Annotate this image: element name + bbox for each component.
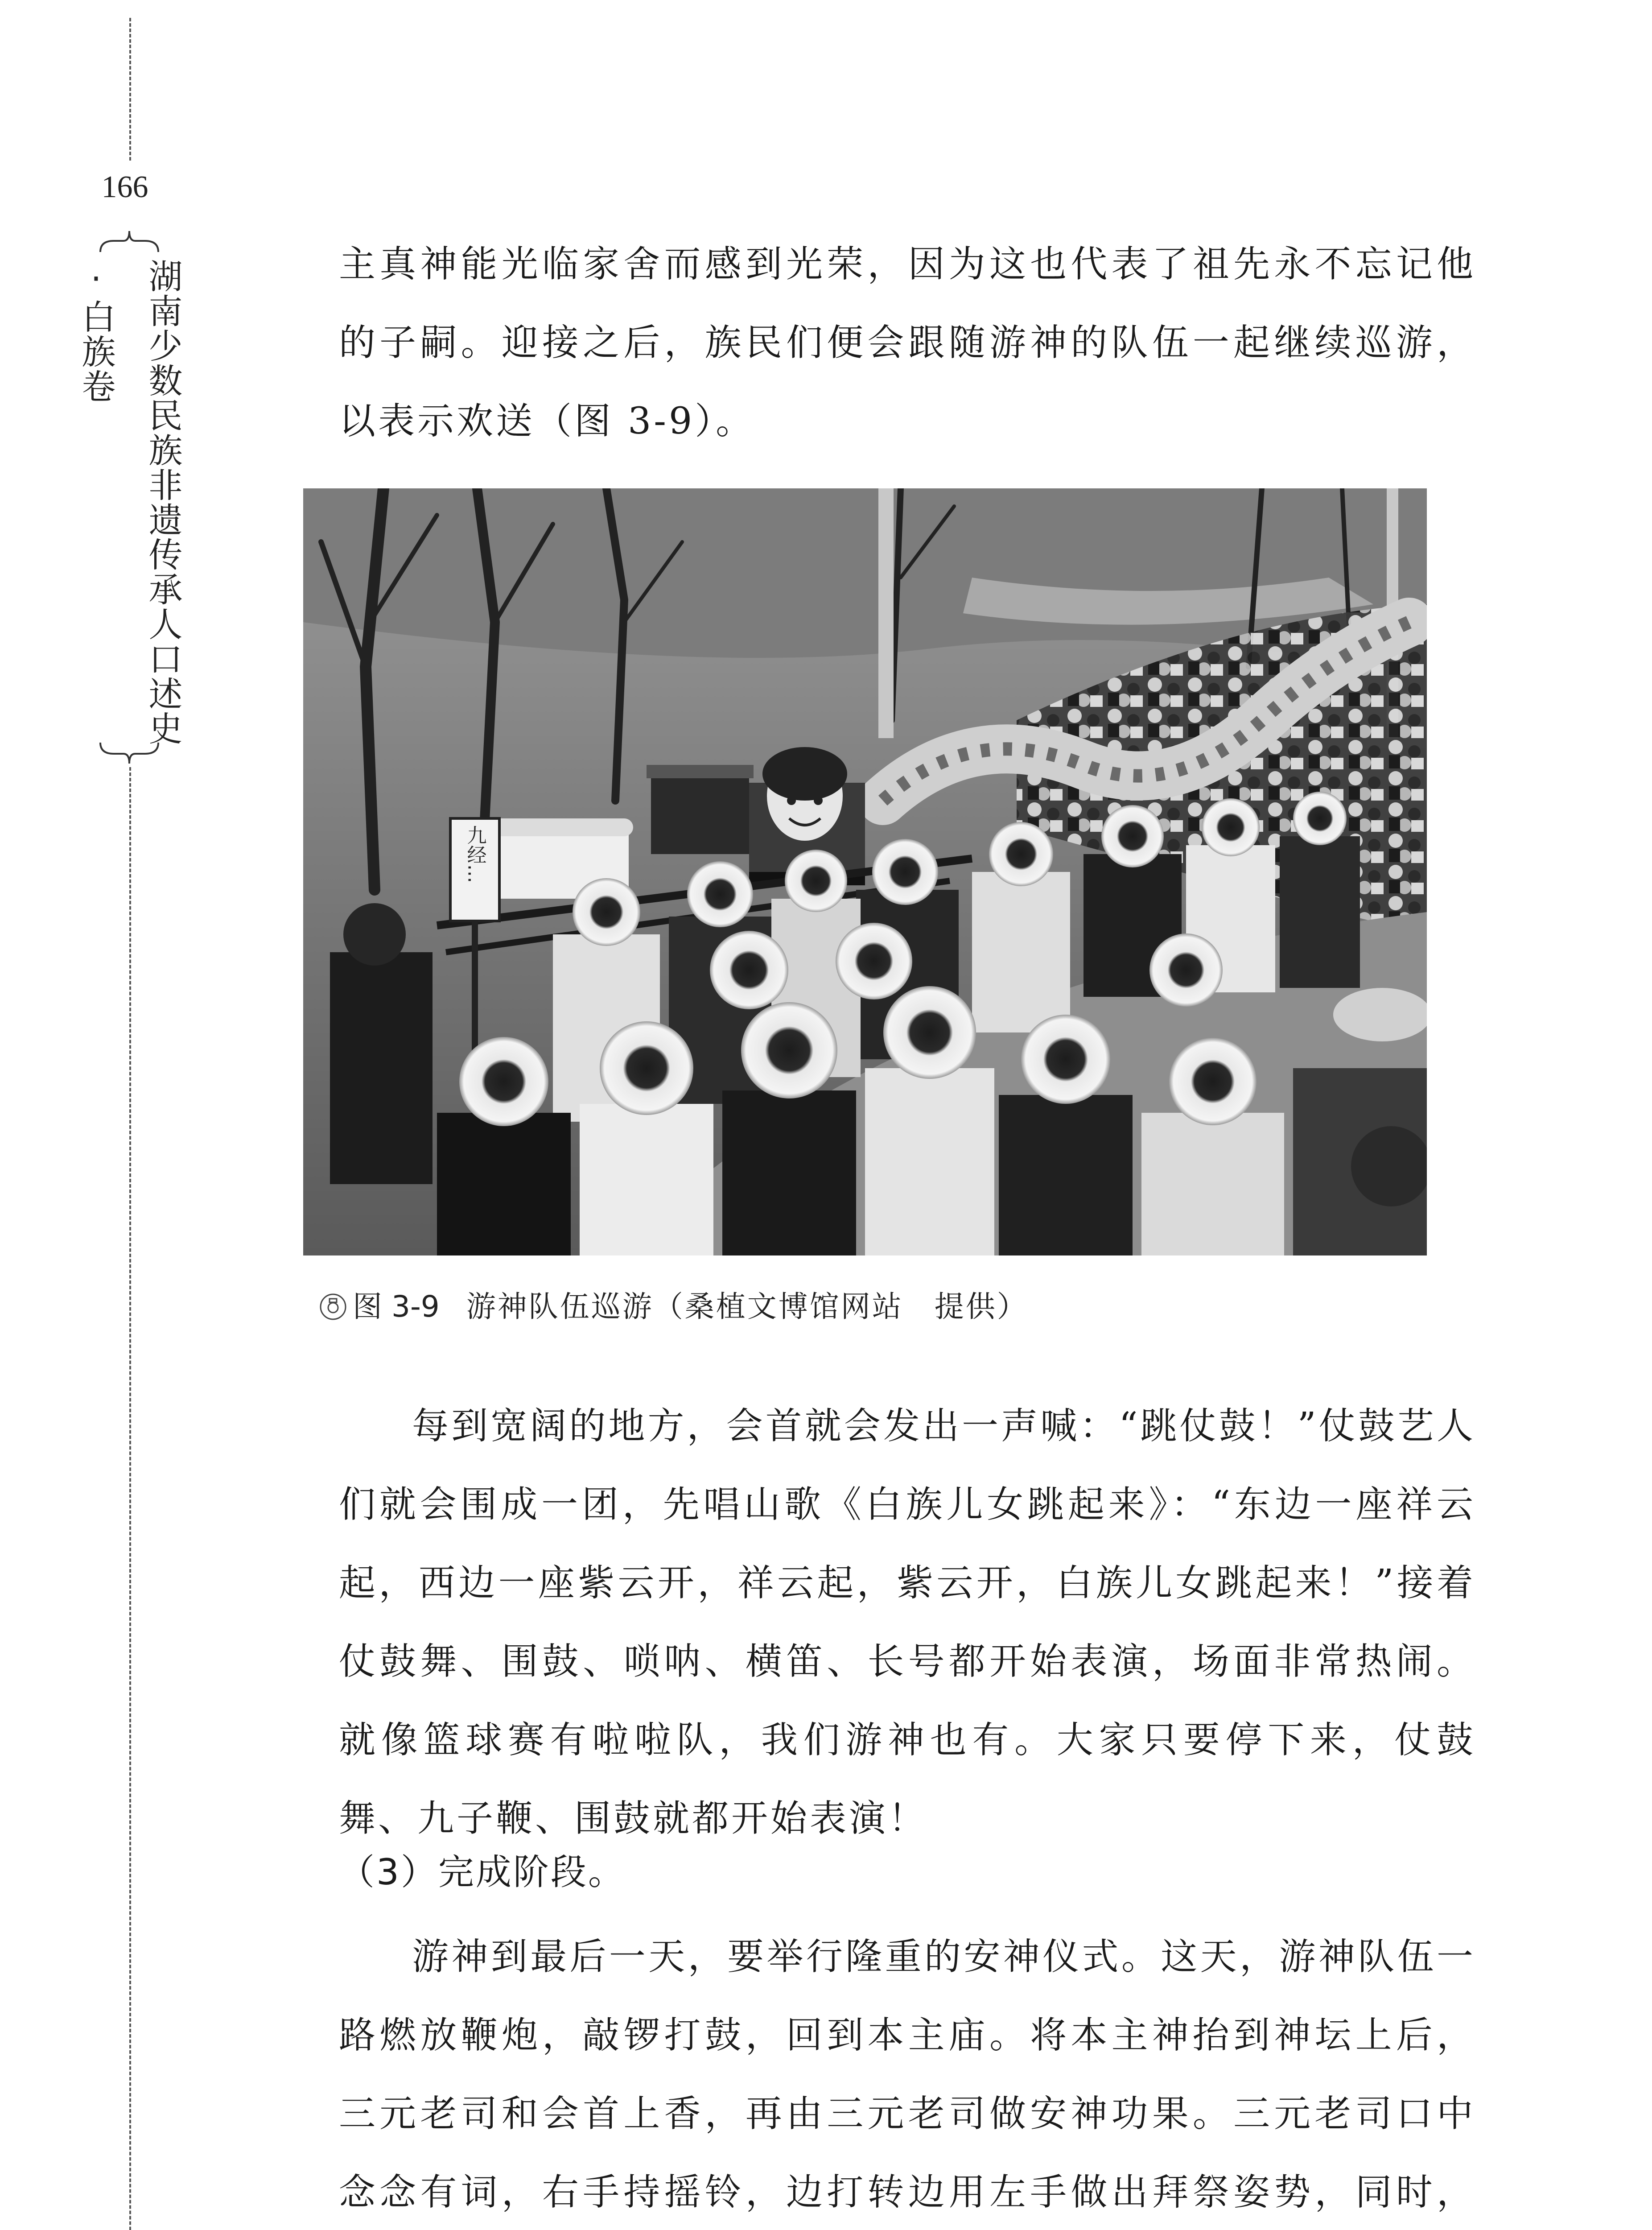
running-header [76, 227, 183, 767]
camera-icon [319, 1293, 347, 1321]
paragraph: 游神到最后一天，要举行隆重的安神仪式。这天，游神队伍一路燃放鞭炮，敲锣打鼓，回到本主庙。将本主神抬到神坛上后，三元老司和会首上香，再由三元老司做安神功果。三元老司口中念念有词，右手持摇铃，边打转边用左手做出拜祭姿势，同时， [339, 1936, 1476, 2213]
sign-text: 九经... [463, 825, 486, 883]
title-bracket-top [96, 227, 163, 254]
paragraph: 每到宽阔的地方，会首就会发出一声喊：“跳仗鼓！”仗鼓艺人们就会围成一团，先唱山歌《白族儿女跳起来》：“东边一座祥云起，西边一座紫云开，祥云起，紫云开，白族儿女跳起来！”接着仗鼓舞、围鼓、唢呐、横笛、长号都开始表演，场面非常热闹。就像篮球赛有啦啦队，我们游神也有。大家只要停下来，仗鼓舞、九子鞭、围鼓就都开始表演！ [339, 1405, 1476, 1840]
body-text-top [339, 225, 1476, 461]
margin-rule-bottom [129, 767, 131, 2230]
body-text-middle [339, 1387, 1476, 1858]
paragraph: 主真神能光临家舍而感到光荣，因为这也代表了祖先永不忘记他的子嗣。迎接之后，族民们便会跟随游神的队伍一起继续巡游，以表示欢送（图 3-9）。 [339, 243, 1476, 442]
caption-number: 图 3-9 [353, 1289, 440, 1324]
procession-photo [303, 488, 1427, 1255]
title-bracket-bottom [96, 740, 163, 767]
page-number: 166 [101, 170, 148, 204]
section-heading: （3）完成阶段。 [339, 1851, 626, 1893]
body-text-bottom [339, 1918, 1476, 2230]
caption-text: 游神队伍巡游（桑植文博馆网站 提供） [466, 1289, 1028, 1324]
figure-caption [319, 1284, 1028, 1329]
book-title: 湖南少数民族非遗传承人口述史·白族卷 [76, 259, 183, 746]
margin-rule-top [129, 18, 131, 161]
